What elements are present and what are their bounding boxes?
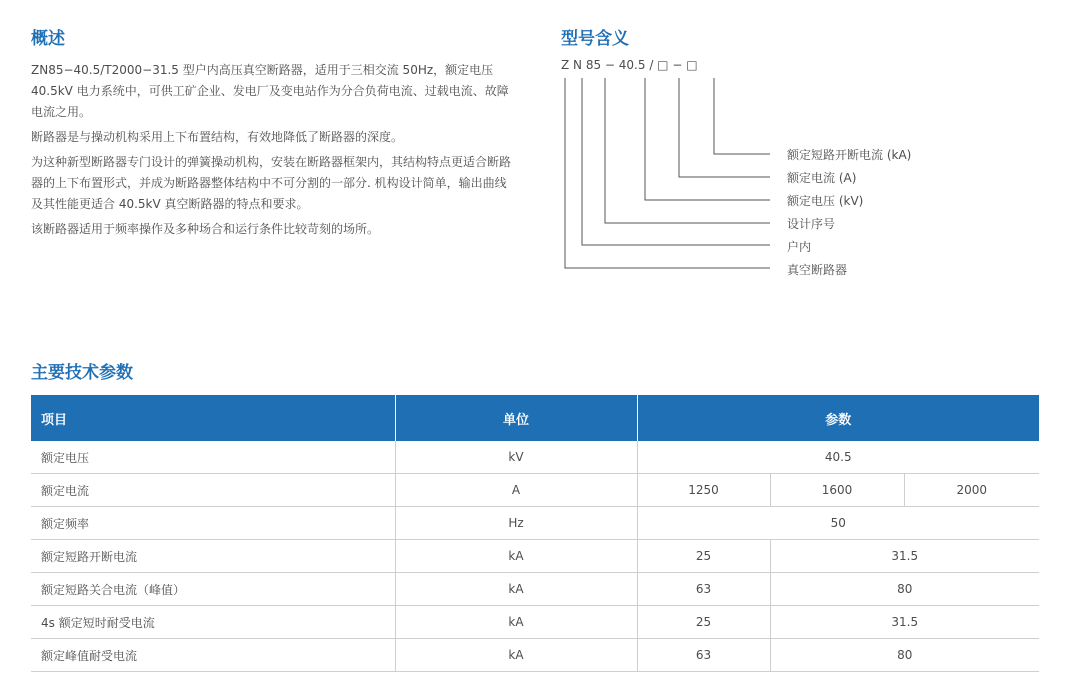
leader-line-design	[605, 78, 770, 223]
row-value: 25	[637, 606, 770, 639]
row-value: 31.5	[770, 540, 1039, 573]
row-item: 额定频率	[31, 507, 395, 540]
params-table	[31, 395, 1039, 672]
legend-design-serial: 设计序号	[787, 217, 836, 231]
header-unit: 单位	[395, 395, 637, 441]
legend-rated-current: 额定电流 (A)	[787, 171, 857, 185]
header-value: 参数	[637, 395, 1039, 441]
row-unit: kA	[395, 573, 637, 606]
legend-vacuum-breaker: 真空断路器	[787, 263, 848, 277]
row-unit: A	[395, 474, 637, 507]
row-value: 80	[770, 639, 1039, 672]
model-diagram-lines	[555, 60, 785, 280]
row-value: 63	[637, 639, 770, 672]
table-row	[31, 573, 1039, 606]
row-value: 50	[637, 507, 1039, 540]
overview-text	[31, 60, 511, 244]
leader-line-current	[679, 78, 770, 177]
leader-line-vacuum	[565, 78, 770, 268]
model-code: Z N 85 − 40.5 / □ − □	[561, 58, 698, 72]
row-value: 1250	[637, 474, 770, 507]
overview-title: 概述	[31, 29, 65, 49]
overview-paragraph: ZN85−40.5/T2000−31.5 型户内高压真空断路器，适用于三相交流 50Hz，额定电压 40.5kV 电力系统中，可供工矿企业、发电厂及变电站作为分合负荷电流、过载电流、故障电流之用。	[31, 63, 509, 119]
header-item: 项目	[31, 395, 395, 441]
legend-indoor: 户内	[787, 240, 812, 254]
table-row	[31, 639, 1039, 672]
table-row	[31, 474, 1039, 507]
table-row	[31, 540, 1039, 573]
row-value: 80	[770, 573, 1039, 606]
overview-paragraph: 该断路器适用于频率操作及多种场合和运行条件比较苛刻的场所。	[31, 222, 380, 236]
row-unit: kA	[395, 606, 637, 639]
table-header-row	[31, 395, 1039, 441]
row-item: 额定短路关合电流（峰值）	[31, 573, 395, 606]
row-item: 额定电流	[31, 474, 395, 507]
legend-breaking-current: 额定短路开断电流 (kA)	[787, 148, 912, 162]
row-unit: kA	[395, 540, 637, 573]
row-unit: kA	[395, 639, 637, 672]
row-value: 31.5	[770, 606, 1039, 639]
leader-line-breaking	[714, 78, 770, 154]
table-row	[31, 606, 1039, 639]
legend-rated-voltage: 额定电压 (kV)	[787, 194, 864, 208]
row-item: 额定峰值耐受电流	[31, 639, 395, 672]
overview-paragraph: 为这种新型断路器专门设计的弹簧操动机构，安装在断路器框架内，其结构特点更适合断路器的上下布置形式，并成为断路器整体结构中不可分割的一部分. 机构设计简单，输出曲线及其性能更适合 40.5kV 真空断路器的特点和要求。	[31, 155, 512, 211]
row-value: 1600	[770, 474, 904, 507]
row-item: 额定短路开断电流	[31, 540, 395, 573]
leader-line-voltage	[645, 78, 770, 200]
leader-line-indoor	[582, 78, 770, 245]
row-value: 25	[637, 540, 770, 573]
table-row	[31, 441, 1039, 474]
params-title: 主要技术参数	[31, 363, 133, 383]
row-unit: Hz	[395, 507, 637, 540]
row-unit: kV	[395, 441, 637, 474]
row-value: 40.5	[637, 441, 1039, 474]
table-row	[31, 507, 1039, 540]
row-item: 额定电压	[31, 441, 395, 474]
row-value: 63	[637, 573, 770, 606]
row-value: 2000	[904, 474, 1039, 507]
model-title: 型号含义	[561, 29, 629, 49]
row-item: 4s 额定短时耐受电流	[31, 606, 395, 639]
overview-paragraph: 断路器是与操动机构采用上下布置结构，有效地降低了断路器的深度。	[31, 130, 404, 144]
